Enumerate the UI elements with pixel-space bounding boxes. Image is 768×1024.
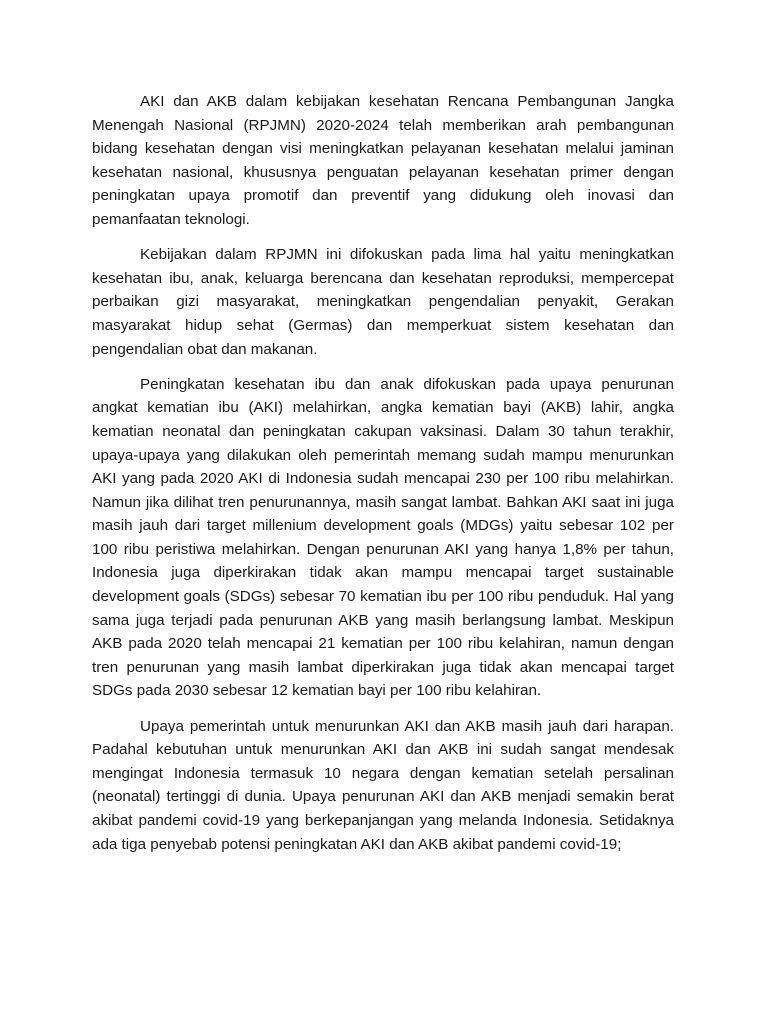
paragraph-policy-focus: Kebijakan dalam RPJMN ini difokuskan pada lima hal yaitu meningkatkan kesehatan ibu, anak, keluarga berencana dan kesehatan reproduksi, mempercepat perbaikan gizi masyarakat, meningkatkan pengendalian penyakit, Gerakan masyarakat hidup sehat (Germas) dan memperkuat sistem kesehatan dan pengendalian obat dan makanan.	[92, 246, 674, 358]
paragraph-maternal-child-health: Peningkatan kesehatan ibu dan anak difokuskan pada upaya penurunan angkat kematian ibu (AKI) melahirkan, angka kematian bayi (AKB) lahir, angka kematian neonatal dan peningkatan cakupan vaksinasi. Dalam 30 tahun terakhir, upaya-upaya yang dilakukan oleh pemerintah memang sudah mampu menurunkan AKI yang pada 2020 AKI di Indonesia sudah mencapai 230 per 100 ribu melahirkan. Namun jika dilihat tren penurunannya, masih sangat lambat. Bahkan AKI saat ini juga masih jauh dari target millenium development goals (MDGs) yaitu sebesar 102 per 100 ribu peristiwa melahirkan. Dengan penurunan AKI yang hanya 1,8% per tahun, Indonesia juga diperkirakan tidak akan mampu mencapai target sustainable development goals (SDGs) sebesar 70 kematian ibu per 100 ribu penduduk. Hal yang sama juga terjadi pada penurunan AKB yang masih berlangsung lambat. Meskipun AKB pada 2020 telah mencapai 21 kematian per 100 ribu kelahiran, namun dengan tren penurunan yang masih lambat diperkirakan juga tidak akan mencapai target SDGs pada 2030 sebesar 12 kematian bayi per 100 ribu kelahiran.	[92, 375, 674, 700]
paragraph-rpjmn-policy: AKI dan AKB dalam kebijakan kesehatan Rencana Pembangunan Jangka Menengah Nasional (RPJMN) 2020-2024 telah memberikan arah pembangunan bidang kesehatan dengan visi meningkatkan pelayanan kesehatan melalui jaminan kesehatan nasional, khususnya penguatan pelayanan kesehatan primer dengan peningkatan upaya promotif dan preventif yang didukung oleh inovasi dan pemanfaatan teknologi.	[92, 93, 674, 228]
document-page	[92, 90, 674, 868]
paragraph-government-efforts: Upaya pemerintah untuk menurunkan AKI dan AKB masih jauh dari harapan. Padahal kebutuhan untuk menurunkan AKI dan AKB ini sudah sangat mendesak mengingat Indonesia termasuk 10 negara dengan kematian setelah persalinan (neonatal) tertinggi di dunia. Upaya penurunan AKI dan AKB menjadi semakin berat akibat pandemi covid-19 yang berkepanjangan yang melanda Indonesia. Setidaknya ada tiga penyebab potensi peningkatan AKI dan AKB akibat pandemi covid-19;	[92, 717, 674, 853]
